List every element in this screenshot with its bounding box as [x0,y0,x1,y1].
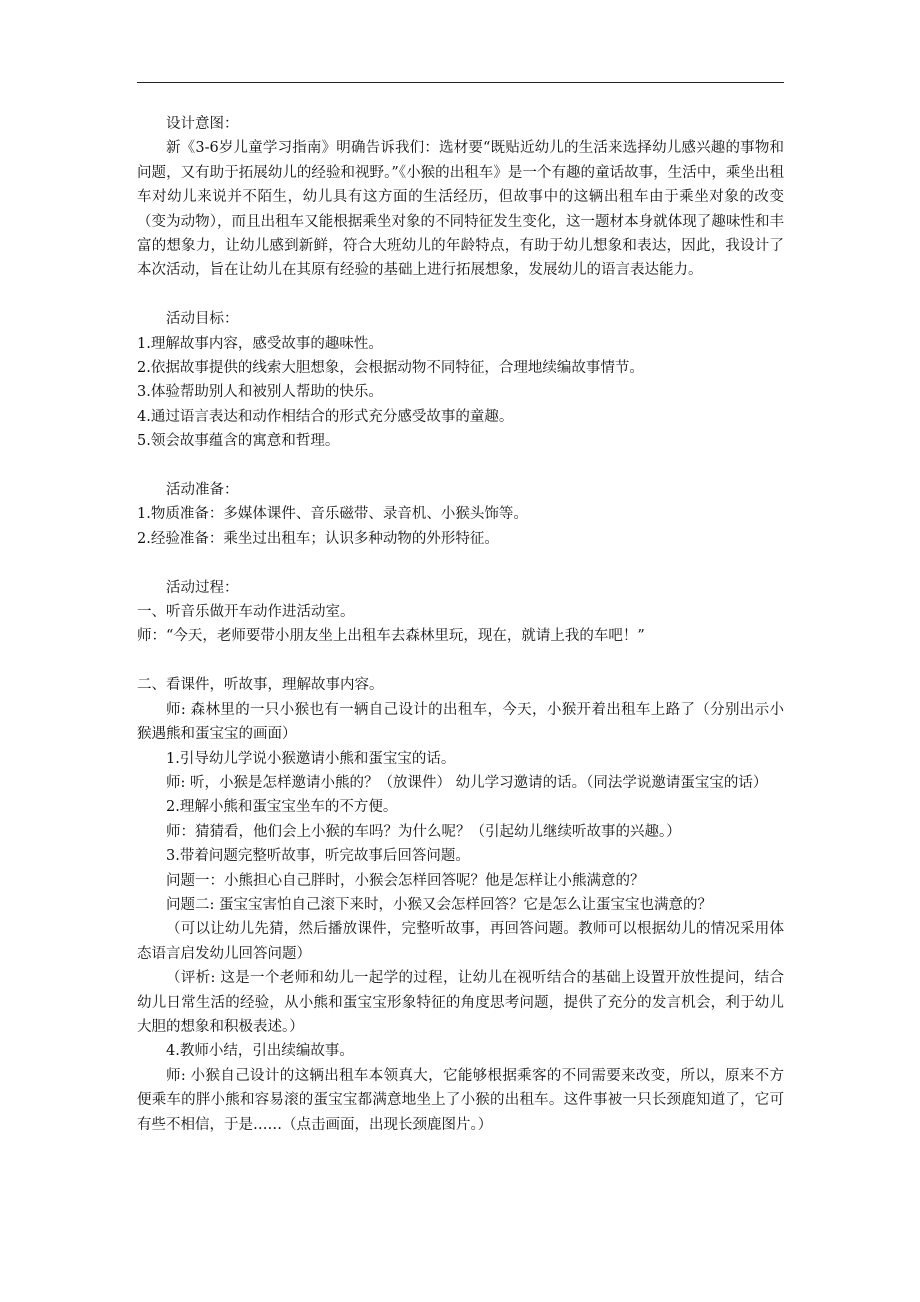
section-heading-design-intent: 设计意图： [166,116,239,132]
part-two-heading: 二、看课件，听故事，理解故事内容。 [137,677,384,694]
part-two-paragraph-3: 师: 听，小猴是怎样邀请小熊的？（放课件） 幼儿学习邀请的话。（同法学说邀请蛋宝宝的话） [166,774,768,791]
header-rule [137,82,784,83]
part-two-paragraph-4: 2.理解小熊和蛋宝宝坐车的不方便。 [166,799,398,816]
goal-item-2: 2.依据故事提供的线索大胆想象，会根据动物不同特征，合理地续编故事情节。 [137,360,644,377]
goal-item-4: 4.通过语言表达和动作相结合的形式充分感受故事的童趣。 [137,408,514,425]
part-two-paragraph-final: 师: 小猴自己设计的这辆出租车本领真大，它能够根据乘客的不同需要来改变，所以，原来不方便乘车的胖小熊和容易滚的蛋宝宝都满意地坐上了小猴的出租车。这件事被一只长颈鹿知道了，它可有些不相信，于是……（点击画面，出现长颈鹿图片。） [137,1067,784,1133]
spacer [137,551,784,575]
document-body [137,112,784,1137]
section-heading-goals: 活动目标： [166,311,239,328]
spacer [137,283,784,307]
goal-item-3: 3.体验帮助别人和被别人帮助的快乐。 [137,384,383,401]
process-teacher-line: 师：“今天，老师要带小朋友坐上出租车去森林里玩，现在，就请上我的车吧！” [137,628,645,645]
design-intent-paragraph: 新《3-6岁儿童学习指南》明确告诉我们：选材要“既贴近幼儿的生活来选择幼儿感兴趣的事物和问题，又有助于拓展幼儿的经验和视野。”《小猴的出租车》是一个有趣的童话故事，生活中，乘坐出租车对幼儿来说并不陌生，幼儿具有这方面的生活经历，但故事中的这辆出租车由于乘坐对象的改变（变为动物），而且出租车又能根据乘坐对象的不同特征发生变化，这一题材本身就体现了趣味性和丰富的想象力，让幼儿感到新鲜，符合大班幼儿的年龄特点，有助于幼儿想象和表达，因此，我设计了本次活动，旨在让幼儿在其原有经验的基础上进行拓展想象，发展幼儿的语言表达能力。 [137,140,784,279]
section-heading-process: 活动过程： [166,579,239,596]
goal-item-5: 5.领会故事蕴含的寓意和哲理。 [137,433,340,450]
part-two-paragraph-6: 3.带着问题完整听故事，听完故事后回答问题。 [166,848,470,865]
part-two-question-2: 问题二: 蛋宝宝害怕自己滚下来时，小猴又会怎样回答？它是怎么让蛋宝宝也满意的？ [166,896,712,913]
preparation-item-2: 2.经验准备：乘坐过出租车；认识多种动物的外形特征。 [137,530,499,547]
section-heading-preparation: 活动准备： [166,482,239,499]
part-two-paragraph-2: 1.引导幼儿学说小猴邀请小熊和蛋宝宝的话。 [166,750,456,767]
goal-item-1: 1.理解故事内容，感受故事的趣味性。 [137,335,383,352]
part-two-paragraph-summary: 4.教师小结，引出续编故事。 [166,1043,354,1060]
preparation-item-1: 1.物质准备：多媒体课件、音乐磁带、录音机、小猴头饰等。 [137,506,528,523]
spacer [137,454,784,478]
part-two-question-1: 问题一：小熊担心自己胖时，小猴会怎样回答呢？他是怎样让小熊满意的？ [166,872,645,889]
part-two-paragraph-5: 师：猜猜看，他们会上小猴的车吗？为什么呢？（引起幼儿继续听故事的兴趣。） [166,823,681,840]
part-two-paragraph-1: 师: 森林里的一只小猴也有一辆自己设计的出租车，今天，小猴开着出租车上路了（分别出示小猴遇熊和蛋宝宝的画面） [137,701,784,743]
part-two-commentary: （评析: 这是一个老师和幼儿一起学的过程，让幼儿在视听结合的基础上设置开放性提问，结合幼儿日常生活的经验，从小熊和蛋宝宝形象特征的角度思考问题，提供了充分的发言机会，利于幼儿大胆的想象和积极表述。） [137,970,784,1035]
spacer [137,649,784,673]
process-step-1: 一、听音乐做开车动作进活动室。 [137,604,355,621]
part-two-note: （可以让幼儿先猜，然后播放课件，完整听故事，再回答问题。教师可以根据幼儿的情况采用体态语言启发幼儿回答问题） [137,921,784,962]
